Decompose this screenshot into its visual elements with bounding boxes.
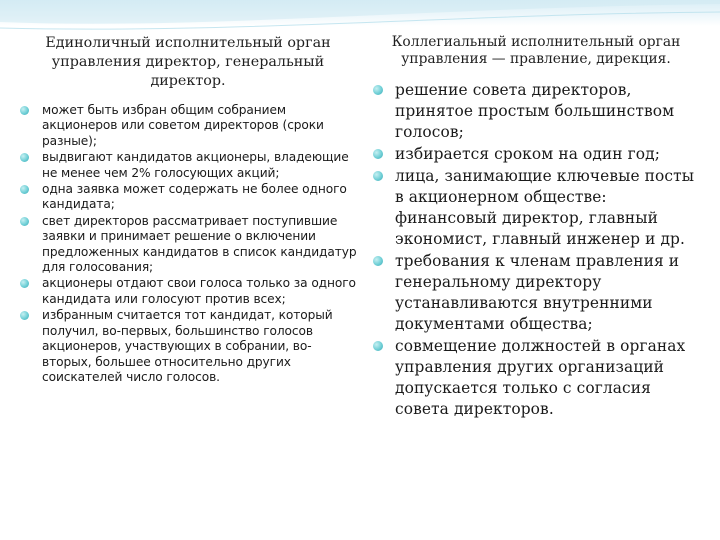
round-bullet-icon: [373, 149, 383, 159]
list-item-text: избранным считается тот кандидат, который получил, во-первых, большинство голосов акционеров, участвующих в собрании, во-вторых, большее относительно других соискателей число голосов.: [42, 308, 333, 384]
list-item-text: выдвигают кандидатов акционеры, владеющие не менее чем 2% голосующих акций;: [42, 150, 349, 180]
list-item: [368, 144, 704, 165]
round-bullet-icon: [20, 217, 29, 226]
list-item: [18, 308, 358, 385]
round-bullet-icon: [20, 279, 29, 288]
round-bullet-icon: [20, 106, 29, 115]
round-bullet-icon: [373, 171, 383, 181]
left-list: [18, 103, 358, 385]
right-list: [368, 80, 704, 420]
list-item-text: одна заявка может содержать не более одного кандидата;: [42, 182, 347, 212]
list-item-text: лица, занимающие ключевые посты в акционерном обществе: финансовый директор, главный экономист, главный инженер и др.: [395, 167, 695, 248]
list-item: [368, 251, 704, 335]
left-column: [18, 34, 358, 386]
list-item: [18, 150, 358, 181]
list-item-text: может быть избран общим собранием акционеров или советом директоров (сроки разные);: [42, 103, 324, 148]
round-bullet-icon: [20, 185, 29, 194]
round-bullet-icon: [373, 341, 383, 351]
list-item: [368, 80, 704, 143]
list-item-text: свет директоров рассматривает поступившие заявки и принимает решение о включении предложенных кандидатов в список кандидатур для голосования;: [42, 213, 357, 275]
list-item-text: избирается сроком на один год;: [395, 145, 661, 163]
list-item: [18, 103, 358, 149]
right-column: [368, 34, 704, 421]
list-item-text: акционеры отдают свои голоса только за одного кандидата или голосуют против всех;: [42, 276, 356, 306]
list-item: [18, 182, 358, 213]
list-item: [18, 276, 358, 307]
list-item-text: решение совета директоров, принятое простым большинством голосов;: [395, 81, 675, 141]
right-heading: Коллегиальный исполнительный орган управления — правление, дирекция.: [391, 34, 681, 67]
list-item-text: требования к членам правления и генеральному директору устанавливаются внутренними документами общества;: [395, 252, 680, 333]
round-bullet-icon: [373, 85, 383, 95]
round-bullet-icon: [20, 311, 29, 320]
list-item: [18, 214, 358, 276]
list-item: [368, 166, 704, 250]
round-bullet-icon: [373, 256, 383, 266]
round-bullet-icon: [20, 153, 29, 162]
list-item-text: совмещение должностей в органах управления других организаций допускается только с согласия совета директоров.: [395, 337, 686, 418]
list-item: [368, 336, 704, 420]
left-heading: Единоличный исполнительный орган управления директор, генеральный директор.: [45, 35, 331, 89]
